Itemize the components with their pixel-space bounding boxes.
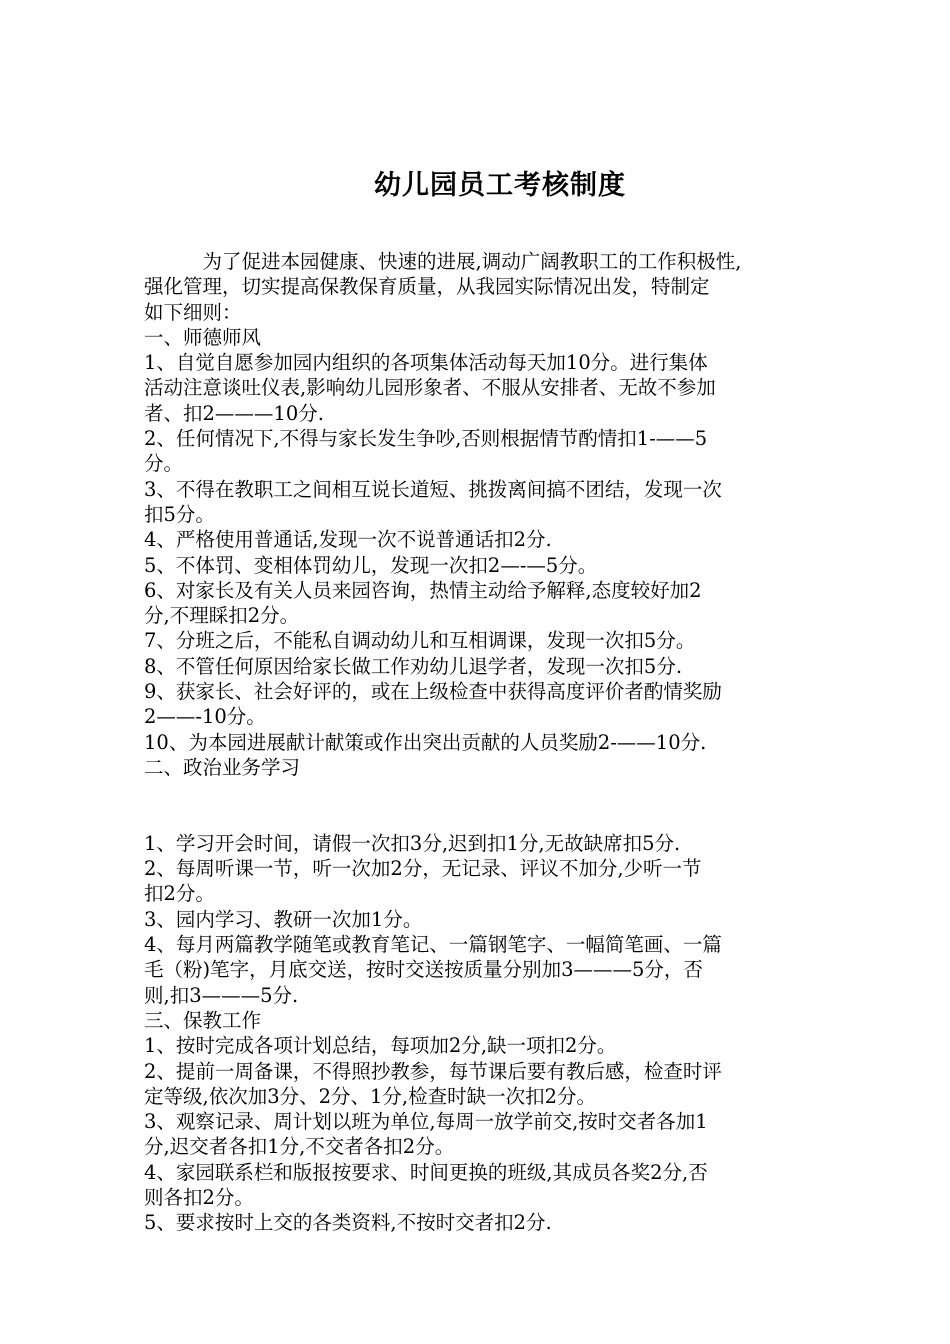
paragraph-line: 9、获家长、社会好评的，或在上级检查中获得高度评价者酌情奖励 [144, 680, 722, 704]
paragraph-line: 4、家园联系栏和版报按要求、时间更换的班级,其成员各奖2分,否 [144, 1160, 708, 1184]
paragraph-line: 3、观察记录、周计划以班为单位,每周一放学前交,按时交者各加1 [144, 1110, 708, 1134]
paragraph-line: 1、学习开会时间，请假一次扣3分,迟到扣1分,无故缺席扣5分. [144, 831, 681, 855]
paragraph-line: 10、为本园进展献计献策或作出突出贡献的人员奖励2-——10分. [144, 730, 707, 754]
paragraph-line: 1、按时完成各项计划总结，每项加2分,缺一项扣2分。 [144, 1034, 617, 1058]
paragraph-line: 二、政治业务学习 [144, 755, 301, 779]
paragraph-line: 为了促进本园健康、快速的进展,调动广阔教职工的工作积极性, [144, 250, 742, 273]
paragraph-line: 分,不理睬扣2分。 [144, 604, 300, 628]
paragraph-line: 扣5分。 [144, 502, 215, 526]
paragraph-line: 4、每月两篇教学随笔或教育笔记、一篇钢笔字、一幅简笔画、一篇 [144, 933, 722, 957]
paragraph-line: 者、扣2———10分. [144, 401, 324, 425]
document-body [144, 249, 814, 1236]
paragraph-line: 5、不体罚、变相体罚幼儿，发现一次扣2—-—5分。 [144, 553, 598, 577]
paragraph-line: 2、任何情况下,不得与家长发生争吵,否则根据情节酌情扣1-——5 [144, 427, 708, 451]
paragraph-line: 分,迟交者各扣1分,不交者各扣2分。 [144, 1135, 455, 1159]
paragraph-line: 1、自觉自愿参加园内组织的各项集体活动每天加10分。进行集体 [144, 351, 708, 375]
paragraph-line: 扣2分。 [144, 882, 215, 906]
paragraph-line: 则各扣2分。 [144, 1185, 254, 1209]
paragraph-line [144, 806, 814, 831]
paragraph-line: 8、不管任何原因给家长做工作劝幼儿退学者，发现一次扣5分. [144, 654, 683, 678]
paragraph-line: 2——-10分。 [144, 705, 266, 729]
paragraph-line: 毛（粉)笔字，月底交送，按时交送按质量分别加3———5分，否 [144, 958, 703, 982]
paragraph-line: 2、每周听课一节，听一次加2分，无记录、评议不加分,少听一节 [144, 857, 702, 881]
paragraph-line: 6、对家长及有关人员来园咨询，热情主动给予解释,态度较好加2 [144, 578, 702, 602]
paragraph-line: 如下细则： [144, 300, 242, 324]
paragraph-line: 强化管理，切实提高保教保育质量，从我园实际情况出发，特制定 [144, 275, 710, 299]
paragraph-line: 定等级,依次加3分、2分、1分,检查时缺一次扣2分。 [144, 1084, 597, 1108]
document-title: 幼儿园员工考核制度 [374, 170, 626, 201]
paragraph-line [144, 780, 814, 805]
paragraph-line: 三、保教工作 [144, 1008, 262, 1032]
paragraph-line: 活动注意谈吐仪表,影响幼儿园形象者、不服从安排者、无故不参加 [144, 376, 716, 400]
paragraph-line: 5、要求按时上交的各类资料,不按时交者扣2分. [144, 1211, 552, 1235]
paragraph-line: 4、严格使用普通话,发现一次不说普通话扣2分. [144, 528, 552, 552]
paragraph-line: 一、师德师风 [144, 325, 262, 349]
paragraph-line: 7、分班之后，不能私自调动幼儿和互相调课，发现一次扣5分。 [144, 629, 696, 653]
paragraph-line: 则,扣3———5分. [144, 983, 299, 1007]
paragraph-line: 3、园内学习、教研一次加1分。 [144, 907, 423, 931]
paragraph-line: 2、提前一周备课，不得照抄教参，每节课后要有教后感，检查时评 [144, 1059, 722, 1083]
paragraph-line: 3、不得在教职工之间相互说长道短、挑拨离间搞不团结，发现一次 [144, 477, 722, 501]
paragraph-line: 分。 [144, 452, 184, 476]
